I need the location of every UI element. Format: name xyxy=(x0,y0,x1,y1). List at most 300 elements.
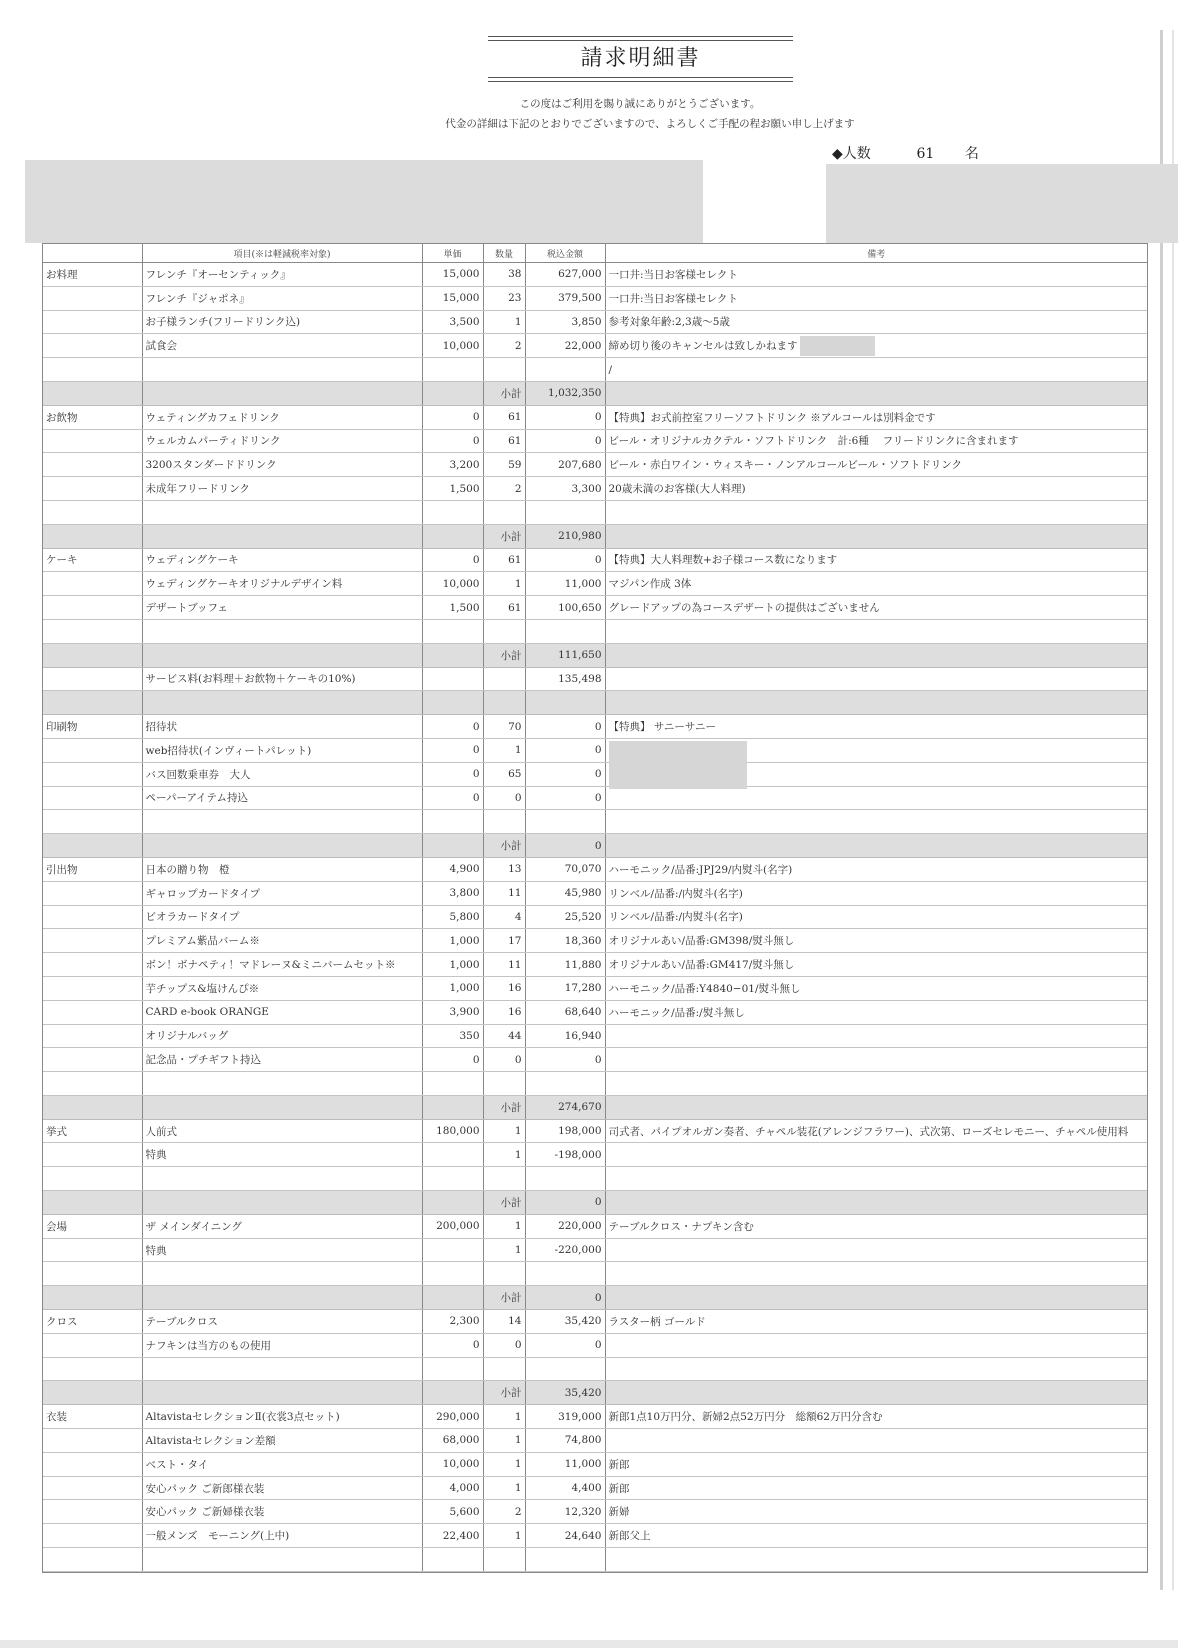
subtotal-price-cell xyxy=(422,643,483,667)
item-cell: 安心パック ご新婦様衣装 xyxy=(142,1500,422,1524)
unit-price-cell: 350 xyxy=(422,1024,483,1048)
note-cell xyxy=(605,1072,1147,1096)
amount-cell: 0 xyxy=(525,762,605,786)
table-row xyxy=(43,596,1147,620)
note-text: ハーモニック/品番:/熨斗無し xyxy=(608,1006,745,1019)
item-cell: 記念品・プチギフト持込 xyxy=(142,1048,422,1072)
unit-price-cell: 0 xyxy=(422,1333,483,1357)
table-row xyxy=(43,1262,1147,1286)
amount-cell: 70,070 xyxy=(525,857,605,881)
category-cell xyxy=(43,1500,142,1524)
note-cell xyxy=(605,453,1147,477)
header-notes: 備考 xyxy=(605,244,1147,263)
unit-price-cell: 0 xyxy=(422,738,483,762)
item-cell xyxy=(142,1072,422,1096)
guest-count xyxy=(832,143,979,163)
quantity-cell: 17 xyxy=(483,929,525,953)
item-cell: 日本の贈り物 橙 xyxy=(142,857,422,881)
table-row xyxy=(43,1310,1147,1334)
note-cell xyxy=(605,1143,1147,1167)
note-cell xyxy=(605,1357,1147,1381)
amount-cell xyxy=(525,1262,605,1286)
subtotal-item-cell xyxy=(142,1095,422,1119)
note-text: ハーモニック/品番:Y4840−01/熨斗無し xyxy=(608,982,801,995)
quantity-cell: 1 xyxy=(483,1476,525,1500)
quantity-cell: 65 xyxy=(483,762,525,786)
amount-cell: 379,500 xyxy=(525,286,605,310)
item-cell: 人前式 xyxy=(142,1119,422,1143)
note-text: グレードアップの為コースデザートの提供はございません xyxy=(608,602,880,615)
quantity-cell xyxy=(483,1262,525,1286)
subtotal-label: 小計 xyxy=(483,643,525,667)
unit-price-cell xyxy=(422,667,483,691)
quantity-cell: 14 xyxy=(483,1310,525,1334)
note-cell xyxy=(605,1476,1147,1500)
amount-cell: 4,400 xyxy=(525,1476,605,1500)
category-cell xyxy=(43,905,142,929)
item-cell: ナフキンは当方のもの使用 xyxy=(142,1333,422,1357)
table-row xyxy=(43,1167,1147,1191)
table-row xyxy=(43,1000,1147,1024)
amount-cell: 18,360 xyxy=(525,929,605,953)
subtotal-category-cell xyxy=(43,834,142,858)
amount-cell: 627,000 xyxy=(525,263,605,287)
note-text: 【特典】 サニーサニー xyxy=(608,721,716,734)
note-cell xyxy=(605,953,1147,977)
note-text: 新婦 xyxy=(608,1506,630,1519)
header-unit-price: 単価 xyxy=(422,244,483,263)
subtotal-item-cell xyxy=(142,1381,422,1405)
table-row xyxy=(43,929,1147,953)
note-text: 司式者、パイプオルガン奏者、チャペル装花(アレンジフラワー)、式次第、ローズセレモニー、チャペル使用料 xyxy=(608,1125,1129,1138)
table-row xyxy=(43,1214,1147,1238)
amount-cell: 3,300 xyxy=(525,477,605,501)
subtotal-row xyxy=(43,1381,1147,1405)
item-cell: ウェディングケーキオリジナルデザイン料 xyxy=(142,572,422,596)
unit-price-cell: 0 xyxy=(422,405,483,429)
quantity-cell xyxy=(483,1167,525,1191)
category-cell xyxy=(43,1476,142,1500)
amount-cell xyxy=(525,500,605,524)
item-cell: 一般メンズ モーニング(上中) xyxy=(142,1524,422,1548)
subtotal-amount: 210,980 xyxy=(525,524,605,548)
amount-cell xyxy=(525,810,605,834)
subtotal-item-cell xyxy=(142,834,422,858)
note-cell xyxy=(605,286,1147,310)
quantity-cell: 61 xyxy=(483,596,525,620)
note-cell xyxy=(605,619,1147,643)
unit-price-cell: 290,000 xyxy=(422,1405,483,1429)
subtotal-label: 小計 xyxy=(483,1095,525,1119)
category-cell xyxy=(43,976,142,1000)
subtotal-amount: 35,420 xyxy=(525,1381,605,1405)
note-text: 新郎 xyxy=(608,1482,630,1495)
category-cell xyxy=(43,1357,142,1381)
unit-price-cell: 1,000 xyxy=(422,976,483,1000)
amount-cell: 35,420 xyxy=(525,1310,605,1334)
item-cell: 試食会 xyxy=(142,334,422,358)
quantity-cell: 2 xyxy=(483,334,525,358)
unit-price-cell: 5,800 xyxy=(422,905,483,929)
header-quantity: 数量 xyxy=(483,244,525,263)
subtotal-price-cell xyxy=(422,834,483,858)
quantity-cell: 11 xyxy=(483,953,525,977)
note-cell xyxy=(605,572,1147,596)
unit-price-cell: 0 xyxy=(422,786,483,810)
item-cell: 特典 xyxy=(142,1238,422,1262)
unit-price-cell: 180,000 xyxy=(422,1119,483,1143)
table-row xyxy=(43,1238,1147,1262)
table-row xyxy=(43,1524,1147,1548)
guest-count-unit: 名 xyxy=(964,146,979,162)
note-cell xyxy=(605,500,1147,524)
unit-price-cell xyxy=(422,1238,483,1262)
quantity-cell: 16 xyxy=(483,976,525,1000)
amount-cell: 11,000 xyxy=(525,572,605,596)
amount-cell: 25,520 xyxy=(525,905,605,929)
category-cell: 会場 xyxy=(43,1214,142,1238)
category-cell xyxy=(43,667,142,691)
amount-cell xyxy=(525,1072,605,1096)
subtotal-row xyxy=(43,691,1147,715)
unit-price-cell: 68,000 xyxy=(422,1429,483,1453)
table-row xyxy=(43,500,1147,524)
note-cell xyxy=(605,715,1147,739)
subtotal-amount: 1,032,350 xyxy=(525,381,605,405)
table-row xyxy=(43,1048,1147,1072)
greeting-line-2: 代金の詳細は下記のとおりでございますので、よろしくご手配の程お願い申し上げます xyxy=(445,118,855,130)
category-cell xyxy=(43,358,142,382)
quantity-cell: 23 xyxy=(483,286,525,310)
note-cell xyxy=(605,976,1147,1000)
subtotal-price-cell xyxy=(422,1095,483,1119)
item-cell: ギャロップカードタイプ xyxy=(142,881,422,905)
table-row xyxy=(43,477,1147,501)
subtotal-item-cell xyxy=(142,381,422,405)
amount-cell xyxy=(525,358,605,382)
note-text: オリジナルあい/品番:GM398/熨斗無し xyxy=(608,935,795,948)
amount-cell: 45,980 xyxy=(525,881,605,905)
quantity-cell xyxy=(483,500,525,524)
amount-cell: 68,640 xyxy=(525,1000,605,1024)
note-cell xyxy=(605,1238,1147,1262)
item-cell xyxy=(142,1548,422,1572)
unit-price-cell xyxy=(422,1357,483,1381)
quantity-cell: 61 xyxy=(483,429,525,453)
quantity-cell: 1 xyxy=(483,738,525,762)
note-cell xyxy=(605,1405,1147,1429)
quantity-cell: 1 xyxy=(483,1524,525,1548)
amount-cell: 135,498 xyxy=(525,667,605,691)
table-row xyxy=(43,715,1147,739)
quantity-cell: 1 xyxy=(483,1143,525,1167)
table-row xyxy=(43,738,1147,762)
note-cell xyxy=(605,905,1147,929)
subtotal-note-cell xyxy=(605,834,1147,858)
table-row xyxy=(43,786,1147,810)
subtotal-price-cell xyxy=(422,1191,483,1215)
item-cell: ベスト・タイ xyxy=(142,1452,422,1476)
subtotal-row xyxy=(43,1095,1147,1119)
note-cell xyxy=(605,334,1147,358)
redacted-area xyxy=(800,336,875,356)
unit-price-cell xyxy=(422,810,483,834)
note-cell xyxy=(605,1524,1147,1548)
category-cell xyxy=(43,1262,142,1286)
item-cell: プレミアム紫品バーム※ xyxy=(142,929,422,953)
item-cell: ビオラカードタイプ xyxy=(142,905,422,929)
subtotal-category-cell xyxy=(43,1381,142,1405)
note-text: オリジナルあい/品番:GM417/熨斗無し xyxy=(608,959,795,971)
amount-cell: 0 xyxy=(525,1333,605,1357)
note-text: 【特典】大人料理数+お子様コース数になります xyxy=(608,554,838,567)
amount-cell: 3,850 xyxy=(525,310,605,334)
category-cell xyxy=(43,429,142,453)
category-cell xyxy=(43,619,142,643)
quantity-cell: 4 xyxy=(483,905,525,929)
note-cell xyxy=(605,1048,1147,1072)
note-text: 一口井:当日お客様セレクト xyxy=(608,268,738,281)
table-row xyxy=(43,263,1147,287)
item-cell: バス回数乗車券 大人 xyxy=(142,762,422,786)
unit-price-cell xyxy=(422,1143,483,1167)
header-amount: 税込金額 xyxy=(525,244,605,263)
quantity-cell: 16 xyxy=(483,1000,525,1024)
unit-price-cell: 0 xyxy=(422,548,483,572)
unit-price-cell: 4,900 xyxy=(422,857,483,881)
category-cell: お飲物 xyxy=(43,405,142,429)
table-row xyxy=(43,1143,1147,1167)
subtotal-label: 小計 xyxy=(483,1381,525,1405)
quantity-cell: 0 xyxy=(483,1048,525,1072)
note-cell xyxy=(605,1548,1147,1572)
unit-price-cell: 0 xyxy=(422,762,483,786)
unit-price-cell: 1,500 xyxy=(422,596,483,620)
quantity-cell: 44 xyxy=(483,1024,525,1048)
category-cell xyxy=(43,453,142,477)
table-row xyxy=(43,310,1147,334)
greeting-line-1: この度はご利用を賜り誠にありがとうございます。 xyxy=(519,98,761,110)
amount-cell: 0 xyxy=(525,1048,605,1072)
table-row xyxy=(43,905,1147,929)
category-cell xyxy=(43,596,142,620)
category-cell xyxy=(43,1167,142,1191)
quantity-cell: 1 xyxy=(483,1238,525,1262)
item-cell: ペーパーアイテム持込 xyxy=(142,786,422,810)
unit-price-cell xyxy=(422,358,483,382)
unit-price-cell xyxy=(422,619,483,643)
amount-cell: 16,940 xyxy=(525,1024,605,1048)
table-header-row xyxy=(43,244,1147,263)
amount-cell: 220,000 xyxy=(525,1214,605,1238)
subtotal-note-cell xyxy=(605,1286,1147,1310)
quantity-cell: 1 xyxy=(483,572,525,596)
subtotal-category-cell xyxy=(43,1286,142,1310)
subtotal-note-cell xyxy=(605,643,1147,667)
unit-price-cell: 3,500 xyxy=(422,310,483,334)
table-row xyxy=(43,286,1147,310)
subtotal-category-cell xyxy=(43,691,142,715)
quantity-cell xyxy=(483,810,525,834)
table-row xyxy=(43,429,1147,453)
note-cell xyxy=(605,1429,1147,1453)
item-cell: フレンチ『オーセンティック』 xyxy=(142,263,422,287)
guest-count-label: ◆人数 xyxy=(832,146,871,162)
table-row xyxy=(43,857,1147,881)
category-cell: 印刷物 xyxy=(43,715,142,739)
note-text: テーブルクロス・ナプキン含む xyxy=(608,1220,754,1233)
quantity-cell: 11 xyxy=(483,881,525,905)
unit-price-cell: 10,000 xyxy=(422,572,483,596)
note-cell xyxy=(605,810,1147,834)
category-cell xyxy=(43,953,142,977)
quantity-cell: 61 xyxy=(483,548,525,572)
category-cell: ケーキ xyxy=(43,548,142,572)
note-cell xyxy=(605,358,1147,382)
item-cell xyxy=(142,1357,422,1381)
redacted-area xyxy=(826,164,1178,243)
item-cell: テーブルクロス xyxy=(142,1310,422,1334)
category-cell xyxy=(43,500,142,524)
item-cell: ウェディングケーキ xyxy=(142,548,422,572)
subtotal-amount: 0 xyxy=(525,1191,605,1215)
unit-price-cell: 3,800 xyxy=(422,881,483,905)
amount-cell xyxy=(525,1167,605,1191)
item-cell: 3200スタンダードドリンク xyxy=(142,453,422,477)
subtotal-note-cell xyxy=(605,691,1147,715)
item-cell: ザ メインダイニング xyxy=(142,1214,422,1238)
subtotal-price-cell xyxy=(422,1381,483,1405)
subtotal-category-cell xyxy=(43,1191,142,1215)
unit-price-cell: 1,000 xyxy=(422,953,483,977)
quantity-cell xyxy=(483,1357,525,1381)
table-row xyxy=(43,1357,1147,1381)
quantity-cell: 1 xyxy=(483,1429,525,1453)
item-cell xyxy=(142,1167,422,1191)
subtotal-price-cell xyxy=(422,524,483,548)
subtotal-amount: 274,670 xyxy=(525,1095,605,1119)
subtotal-row xyxy=(43,643,1147,667)
quantity-cell: 2 xyxy=(483,1500,525,1524)
item-cell: 特典 xyxy=(142,1143,422,1167)
category-cell xyxy=(43,1452,142,1476)
subtotal-category-cell xyxy=(43,643,142,667)
subtotal-label: 小計 xyxy=(483,1191,525,1215)
subtotal-amount: 0 xyxy=(525,1286,605,1310)
subtotal-row xyxy=(43,524,1147,548)
title-rule xyxy=(488,81,793,82)
category-cell: クロス xyxy=(43,1310,142,1334)
quantity-cell xyxy=(483,1548,525,1572)
quantity-cell: 0 xyxy=(483,786,525,810)
unit-price-cell: 10,000 xyxy=(422,334,483,358)
table-row xyxy=(43,1119,1147,1143)
unit-price-cell: 22,400 xyxy=(422,1524,483,1548)
subtotal-item-cell xyxy=(142,1286,422,1310)
note-text: 20歳未満のお客様(大人料理) xyxy=(608,483,746,496)
note-text: / xyxy=(608,363,613,376)
amount-cell: 0 xyxy=(525,786,605,810)
category-cell xyxy=(43,738,142,762)
category-cell xyxy=(43,1548,142,1572)
amount-cell: 0 xyxy=(525,715,605,739)
subtotal-item-cell xyxy=(142,643,422,667)
item-cell xyxy=(142,810,422,834)
subtotal-item-cell xyxy=(142,691,422,715)
subtotal-label: 小計 xyxy=(483,1286,525,1310)
amount-cell: 74,800 xyxy=(525,1429,605,1453)
note-text: ビール・オリジナルカクテル・ソフトドリンク 計:6種 フリードリンクに含まれます xyxy=(608,435,1019,448)
unit-price-cell: 10,000 xyxy=(422,1452,483,1476)
note-text: 新郎父上 xyxy=(608,1530,651,1543)
note-cell xyxy=(605,1024,1147,1048)
table-row xyxy=(43,1024,1147,1048)
amount-cell: 319,000 xyxy=(525,1405,605,1429)
subtotal-note-cell xyxy=(605,1381,1147,1405)
subtotal-note-cell xyxy=(605,1191,1147,1215)
unit-price-cell xyxy=(422,1262,483,1286)
amount-cell: 11,880 xyxy=(525,953,605,977)
subtotal-row xyxy=(43,1286,1147,1310)
table-row xyxy=(43,1452,1147,1476)
note-cell xyxy=(605,667,1147,691)
category-cell: 挙式 xyxy=(43,1119,142,1143)
quantity-cell: 38 xyxy=(483,263,525,287)
category-cell xyxy=(43,786,142,810)
unit-price-cell: 0 xyxy=(422,429,483,453)
amount-cell: 24,640 xyxy=(525,1524,605,1548)
redacted-area xyxy=(609,741,747,789)
note-text: ハーモニック/品番:JPJ29/内熨斗(名字) xyxy=(608,863,793,876)
subtotal-amount xyxy=(525,691,605,715)
guest-count-value: 61 xyxy=(916,146,935,162)
subtotal-note-cell xyxy=(605,381,1147,405)
quantity-cell: 61 xyxy=(483,405,525,429)
scan-edge-line xyxy=(1172,30,1174,1590)
category-cell: 引出物 xyxy=(43,857,142,881)
subtotal-price-cell xyxy=(422,1286,483,1310)
invoice-table-frame xyxy=(42,243,1148,1573)
note-text: ビール・赤白ワイン・ウィスキー・ノンアルコールビール・ソフトドリンク xyxy=(608,459,963,472)
table-row xyxy=(43,572,1147,596)
category-cell xyxy=(43,1000,142,1024)
category-cell xyxy=(43,1429,142,1453)
note-cell xyxy=(605,1214,1147,1238)
table-row xyxy=(43,453,1147,477)
unit-price-cell xyxy=(422,1167,483,1191)
amount-cell: 0 xyxy=(525,548,605,572)
table-row xyxy=(43,1548,1147,1572)
category-cell xyxy=(43,1143,142,1167)
quantity-cell: 2 xyxy=(483,477,525,501)
subtotal-category-cell xyxy=(43,381,142,405)
unit-price-cell: 3,200 xyxy=(422,453,483,477)
unit-price-cell: 5,600 xyxy=(422,1500,483,1524)
item-cell: オリジナルバッグ xyxy=(142,1024,422,1048)
table-row xyxy=(43,881,1147,905)
subtotal-item-cell xyxy=(142,1191,422,1215)
item-cell: デザートブッフェ xyxy=(142,596,422,620)
table-row xyxy=(43,1500,1147,1524)
note-cell xyxy=(605,762,1147,786)
table-row xyxy=(43,762,1147,786)
item-cell: フレンチ『ジャポネ』 xyxy=(142,286,422,310)
note-cell xyxy=(605,786,1147,810)
table-row xyxy=(43,953,1147,977)
table-row xyxy=(43,1072,1147,1096)
unit-price-cell xyxy=(422,500,483,524)
subtotal-price-cell xyxy=(422,691,483,715)
